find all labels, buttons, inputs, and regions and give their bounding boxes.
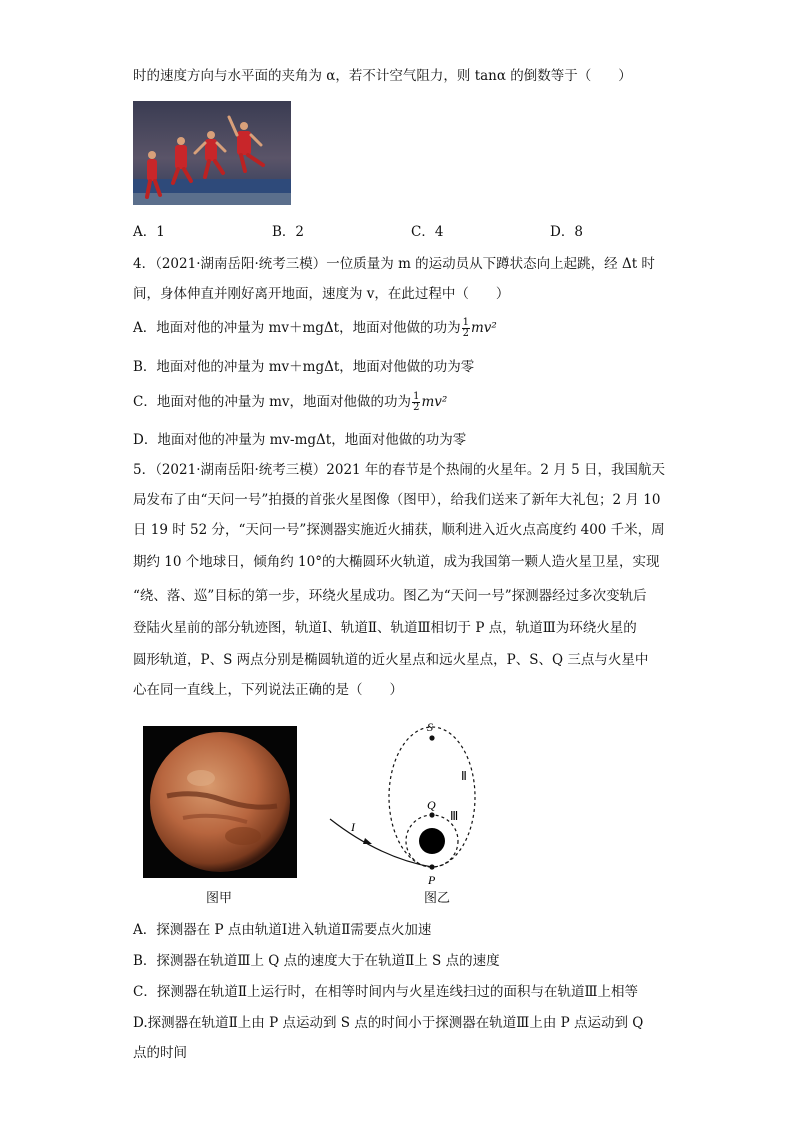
q4-option-c (133, 392, 447, 413)
q3-option-d: D．8 (550, 224, 583, 240)
fraction-denominator: 2 (413, 402, 420, 413)
q5-option-d-continued: 点的时间 (133, 1045, 187, 1061)
orbit-diagram (325, 718, 485, 886)
q5-stem-line-8: 心在同一直线上，下列说法正确的是（ ） (133, 682, 403, 698)
orbit-i-path (330, 819, 432, 867)
q4-option-a-tail: mv² (470, 320, 497, 336)
label-orbit-ii: Ⅱ (461, 769, 467, 783)
fraction-half (462, 318, 470, 339)
q4-option-b: B．地面对他的冲量为 mv＋mgΔt，地面对他做的功为零 (133, 359, 475, 375)
q3-option-a: A．1 (133, 224, 165, 240)
point-s (429, 735, 434, 740)
label-p: P (428, 873, 436, 886)
point-q (429, 812, 434, 817)
athlete-jump-photo (133, 101, 291, 205)
orbit-i-arrow-icon (363, 838, 372, 844)
q4-option-a (133, 318, 497, 339)
q3-stem-tail: 时的速度方向与水平面的夹角为 α，若不计空气阻力，则 tanα 的倒数等于（ ） (133, 68, 632, 84)
q5-stem-line-7: 圆形轨道，P、S 两点分别是椭圆轨道的近火星点和远火星点，P、S、Q 三点与火星中 (133, 652, 649, 668)
label-orbit-i: I (351, 820, 355, 834)
figure-jia-caption: 图甲 (206, 891, 233, 906)
figure-yi-caption: 图乙 (424, 891, 451, 906)
q5-option-c: C．探测器在轨道Ⅱ上运行时，在相等时间内与火星连线扫过的面积与在轨道Ⅲ上相等 (133, 984, 639, 1000)
mars-photo (143, 726, 297, 878)
fraction-denominator: 2 (462, 328, 469, 339)
point-p (429, 864, 434, 869)
q5-stem-line-3: 日 19 时 52 分，“天问一号”探测器实施近火捕获，顺利进入近火点高度约 400 千米，周 (133, 522, 665, 538)
label-orbit-iii: Ⅲ (450, 809, 459, 823)
fraction-numerator: 1 (413, 391, 420, 402)
mars-body (419, 828, 445, 854)
q5-stem-line-2: 局发布了由“天问一号”拍摄的首张火星图像（图甲），给我们送来了新年大礼包；2 月 10 (133, 492, 661, 508)
fraction-half (412, 392, 420, 413)
q5-stem-line-5: “绕、落、巡”目标的第一步，环绕火星成功。图乙为“天问一号”探测器经过多次变轨后 (133, 588, 647, 604)
label-s: S (427, 720, 433, 734)
q4-option-c-text: C．地面对他的冲量为 mv，地面对他做的功为 (133, 394, 412, 410)
q4-stem-line-2: 间，身体伸直并刚好离开地面，速度为 v，在此过程中（ ） (133, 286, 510, 302)
q5-option-b: B．探测器在轨道Ⅲ上 Q 点的速度大于在轨道Ⅱ上 S 点的速度 (133, 953, 500, 969)
q4-option-a-text: A．地面对他的冲量为 mv＋mgΔt，地面对他做的功为 (133, 320, 461, 336)
q3-option-b: B．2 (272, 224, 305, 240)
q4-stem-line-1: 4．（2021·湖南岳阳·统考三模）一位质量为 m 的运动员从下蹲状态向上起跳，经 Δt 时 (133, 256, 655, 272)
fraction-numerator: 1 (462, 317, 469, 328)
q5-option-d: D.探测器在轨道Ⅱ上由 P 点运动到 S 点的时间小于探测器在轨道Ⅲ上由 P 点运动到 Q (133, 1015, 644, 1031)
q4-option-c-tail: mv² (421, 394, 448, 410)
q5-stem-line-4: 期约 10 个地球日，倾角约 10°的大椭圆环火轨道，成为我国第一颗人造火星卫星，实现 (133, 554, 660, 570)
q5-stem-line-6: 登陆火星前的部分轨迹图，轨道Ⅰ、轨道Ⅱ、轨道Ⅲ相切于 P 点，轨道Ⅲ为环绕火星的 (133, 620, 637, 636)
q4-option-d: D．地面对他的冲量为 mv-mgΔt，地面对他做的功为零 (133, 432, 467, 448)
q5-stem-line-1: 5．（2021·湖南岳阳·统考三模）2021 年的春节是个热闹的火星年。2 月 5 日，我国航天 (133, 462, 665, 478)
label-q: Q (427, 798, 436, 812)
q5-option-a: A．探测器在 P 点由轨道Ⅰ进入轨道Ⅱ需要点火加速 (133, 922, 432, 938)
q3-option-c: C．4 (411, 224, 444, 240)
